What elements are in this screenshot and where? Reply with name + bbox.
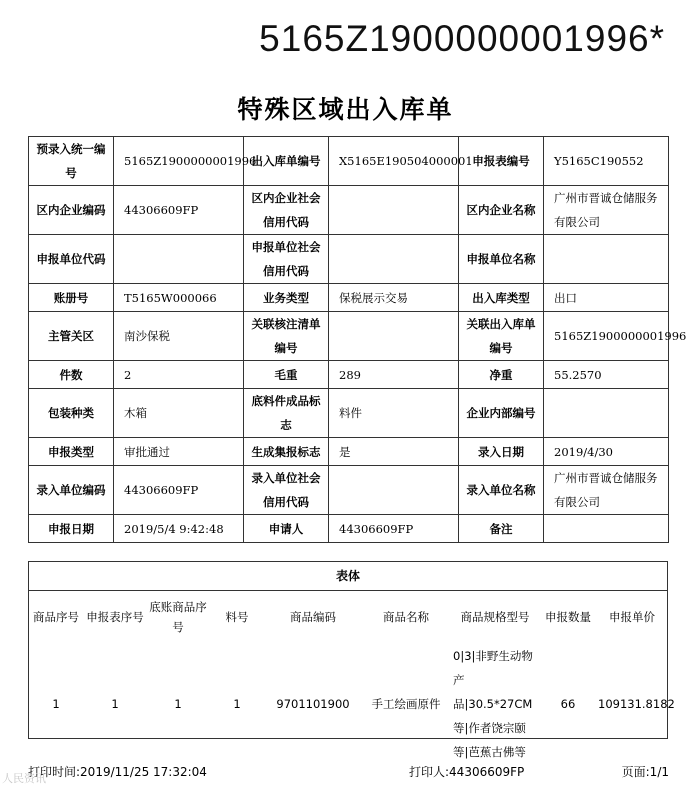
field-label: 净重 — [459, 361, 544, 389]
field-value: 料件 — [329, 389, 459, 438]
field-label: 出入库单编号 — [244, 137, 329, 186]
field-value: 广州市晋诚仓储服务有限公司 — [544, 186, 669, 235]
field-label: 录入单位名称 — [459, 466, 544, 515]
field-value: 44306609FP — [329, 515, 459, 543]
field-label: 件数 — [29, 361, 114, 389]
field-value: 2 — [114, 361, 244, 389]
header-table — [28, 136, 687, 543]
field-value: T5165W000066 — [114, 284, 244, 312]
header-row — [29, 515, 669, 543]
items-section — [28, 561, 675, 759]
field-label: 底料件成品标志 — [244, 389, 329, 438]
field-value: 南沙保税 — [114, 312, 244, 361]
field-value: 审批通过 — [114, 438, 244, 466]
field-value: Y5165C190552 — [544, 137, 669, 186]
items-title: 表体 — [29, 562, 667, 591]
field-label: 关联出入库单编号 — [459, 312, 544, 361]
column-header: 申报表序号 — [86, 610, 144, 624]
field-label: 录入日期 — [459, 438, 544, 466]
header-row — [29, 438, 669, 466]
header-row — [29, 284, 669, 312]
field-label: 毛重 — [244, 361, 329, 389]
header-row — [29, 186, 669, 235]
field-value: 广州市晋诚仓储服务有限公司 — [544, 466, 669, 515]
table-cell: 0|3|非野生动物产品|30.5*27CM等|作者饶宗颐等|芭蕉古佛等 — [453, 649, 533, 759]
field-label: 预录入统一编号 — [29, 137, 114, 186]
field-value: 木箱 — [114, 389, 244, 438]
printer: 打印人:44306609FP — [409, 765, 525, 779]
field-value: 289 — [329, 361, 459, 389]
field-label: 包装种类 — [29, 389, 114, 438]
field-label: 关联核注清单编号 — [244, 312, 329, 361]
column-header: 申报单价 — [609, 610, 655, 624]
column-header: 料号 — [225, 610, 249, 624]
header-row — [29, 137, 669, 186]
document-title: 特殊区域出入库单 — [237, 95, 454, 124]
field-value: 44306609FP — [114, 186, 244, 235]
field-value — [544, 389, 669, 438]
field-label: 申报日期 — [29, 515, 114, 543]
barcode-number: 5165Z1900000001996* — [259, 18, 665, 59]
field-value: 55.2570 — [544, 361, 669, 389]
column-header: 商品名称 — [383, 610, 429, 624]
field-label: 区内企业社会信用代码 — [244, 186, 329, 235]
field-label: 录入单位编码 — [29, 466, 114, 515]
field-label: 申请人 — [244, 515, 329, 543]
watermark: 人民资讯 — [2, 772, 46, 785]
field-value: 5165Z1900000001996 — [114, 137, 244, 186]
table-cell: 9701101900 — [276, 697, 350, 711]
field-value — [329, 466, 459, 515]
items-table — [29, 591, 675, 765]
field-value — [114, 235, 244, 284]
table-cell: 1 — [233, 697, 241, 711]
table-cell: 109131.8182 — [598, 697, 675, 711]
field-label: 录入单位社会信用代码 — [244, 466, 329, 515]
table-cell: 1 — [174, 697, 182, 711]
column-header: 底账商品序号 — [149, 600, 207, 634]
table-cell: 1 — [52, 697, 60, 711]
field-label: 申报类型 — [29, 438, 114, 466]
column-header: 商品编码 — [290, 610, 336, 624]
field-value — [329, 312, 459, 361]
field-label: 区内企业编码 — [29, 186, 114, 235]
header-row — [29, 361, 669, 389]
field-value: 是 — [329, 438, 459, 466]
field-label: 业务类型 — [244, 284, 329, 312]
print-time: 打印时间:2019/11/25 17:32:04 — [28, 765, 207, 779]
field-value: 2019/5/4 9:42:48 — [114, 515, 244, 543]
header-row — [29, 389, 669, 438]
header-row — [29, 466, 669, 515]
column-header: 申报数量 — [545, 610, 591, 624]
field-label: 账册号 — [29, 284, 114, 312]
header-row — [29, 235, 669, 284]
field-value — [329, 235, 459, 284]
field-label: 出入库类型 — [459, 284, 544, 312]
field-label: 区内企业名称 — [459, 186, 544, 235]
table-cell: 1 — [111, 697, 119, 711]
field-value: 出口 — [544, 284, 669, 312]
field-value — [544, 515, 669, 543]
header-row — [29, 312, 669, 361]
field-value — [544, 235, 669, 284]
table-cell: 66 — [560, 697, 576, 711]
field-label: 主管关区 — [29, 312, 114, 361]
field-label: 申报表编号 — [459, 137, 544, 186]
field-label: 申报单位社会信用代码 — [244, 235, 329, 284]
table-row — [29, 643, 667, 765]
page-number: 页面:1/1 — [621, 765, 669, 779]
field-value: 44306609FP — [114, 466, 244, 515]
field-label: 生成集报标志 — [244, 438, 329, 466]
column-header: 商品规格型号 — [460, 610, 530, 624]
field-label: 申报单位名称 — [459, 235, 544, 284]
field-value — [329, 186, 459, 235]
column-header: 商品序号 — [33, 610, 79, 624]
field-value: 2019/4/30 — [544, 438, 669, 466]
field-value: X5165E190504000001 — [329, 137, 459, 186]
field-label: 备注 — [459, 515, 544, 543]
field-label: 企业内部编号 — [459, 389, 544, 438]
field-value: 保税展示交易 — [329, 284, 459, 312]
field-label: 申报单位代码 — [29, 235, 114, 284]
field-value: 5165Z1900000001996 — [544, 312, 669, 361]
table-cell: 手工绘画原件 — [371, 697, 441, 711]
